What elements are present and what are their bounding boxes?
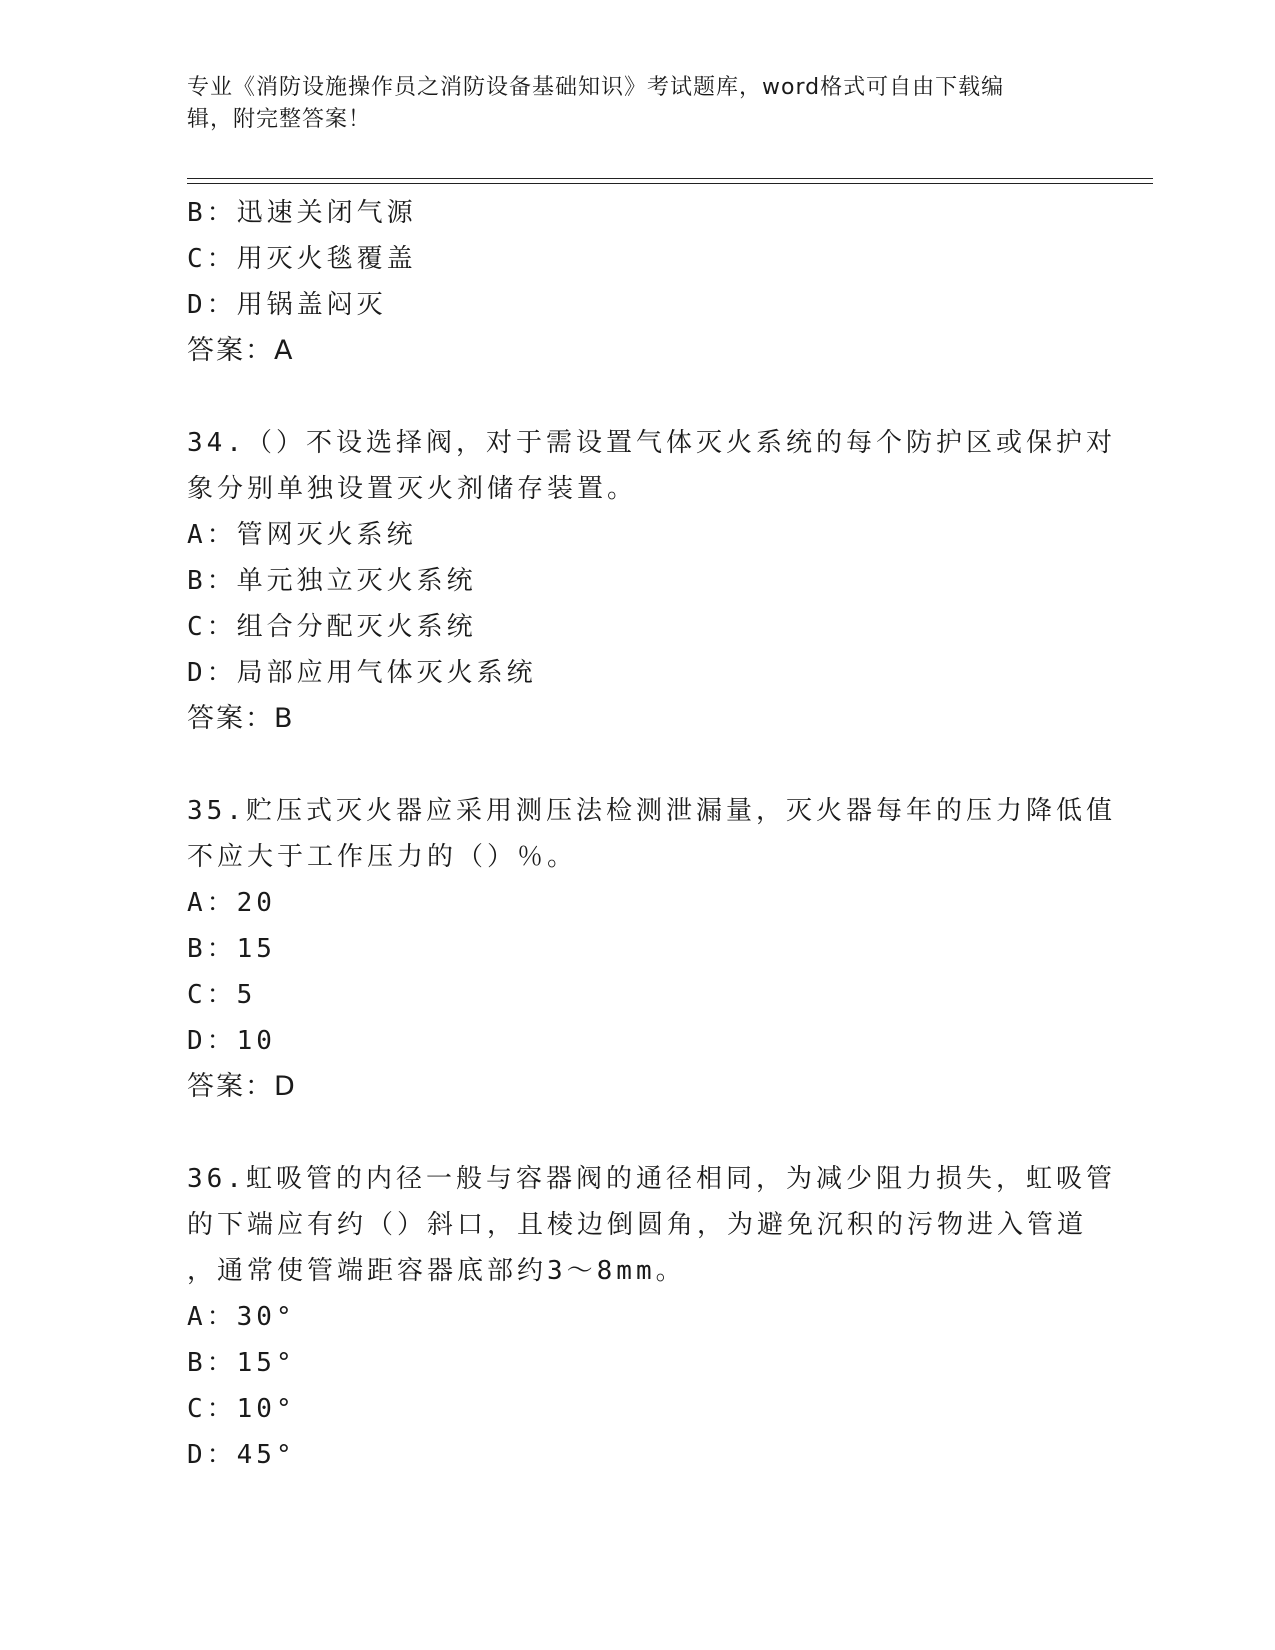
option-c: C：组合分配灭火系统 bbox=[187, 612, 477, 642]
question-text-line: 35.贮压式灭火器应采用测压法检测泄漏量，灭火器每年的压力降低值 bbox=[187, 796, 1116, 826]
option-b: B：迅速关闭气源 bbox=[187, 198, 417, 228]
question-34 bbox=[187, 420, 1116, 742]
option-b: B：15 bbox=[187, 934, 276, 964]
option-b: B：单元独立灭火系统 bbox=[187, 566, 477, 596]
option-c: C：用灭火毯覆盖 bbox=[187, 244, 417, 274]
header-rule-top bbox=[187, 178, 1153, 179]
header-line-2: 辑，附完整答案！ bbox=[187, 107, 372, 132]
answer: 答案：B bbox=[187, 703, 295, 734]
question-36 bbox=[187, 1156, 1116, 1478]
question-text-line: 的下端应有约（）斜口，且棱边倒圆角，为避免沉积的污物进入管道 bbox=[187, 1210, 1088, 1240]
header-line-1: 专业《消防设施操作员之消防设备基础知识》考试题库，word格式可自由下载编 bbox=[187, 75, 1005, 100]
option-d: D：10 bbox=[187, 1026, 276, 1056]
option-c: C：10° bbox=[187, 1394, 296, 1424]
spacer bbox=[187, 742, 1087, 788]
option-a: A：30° bbox=[187, 1302, 296, 1332]
question-text-line: 不应大于工作压力的（）％。 bbox=[187, 842, 578, 872]
spacer bbox=[187, 374, 1087, 420]
option-a: A：管网灭火系统 bbox=[187, 520, 417, 550]
answer: 答案：A bbox=[187, 335, 295, 366]
header-rule-bottom bbox=[187, 183, 1153, 184]
question-text-line: 象分别单独设置灭火剂储存装置。 bbox=[187, 474, 638, 504]
spacer bbox=[187, 1110, 1087, 1156]
question-list bbox=[187, 190, 1116, 1478]
option-d: D：45° bbox=[187, 1440, 296, 1470]
question-text-line: 34.（）不设选择阀，对于需设置气体灭火系统的每个防护区或保护对 bbox=[187, 428, 1116, 458]
question-33 bbox=[187, 190, 1087, 374]
page-header bbox=[187, 72, 1087, 136]
question-35 bbox=[187, 788, 1116, 1110]
option-d: D：用锅盖闷灭 bbox=[187, 290, 387, 320]
option-c: C：5 bbox=[187, 980, 257, 1010]
answer: 答案：D bbox=[187, 1071, 297, 1102]
option-d: D：局部应用气体灭火系统 bbox=[187, 658, 537, 688]
question-text-line: 36.虹吸管的内径一般与容器阀的通径相同，为减少阻力损失，虹吸管 bbox=[187, 1164, 1116, 1194]
option-b: B：15° bbox=[187, 1348, 296, 1378]
question-text-line: ，通常使管端距容器底部约3～8mm。 bbox=[187, 1256, 686, 1286]
option-a: A：20 bbox=[187, 888, 276, 918]
